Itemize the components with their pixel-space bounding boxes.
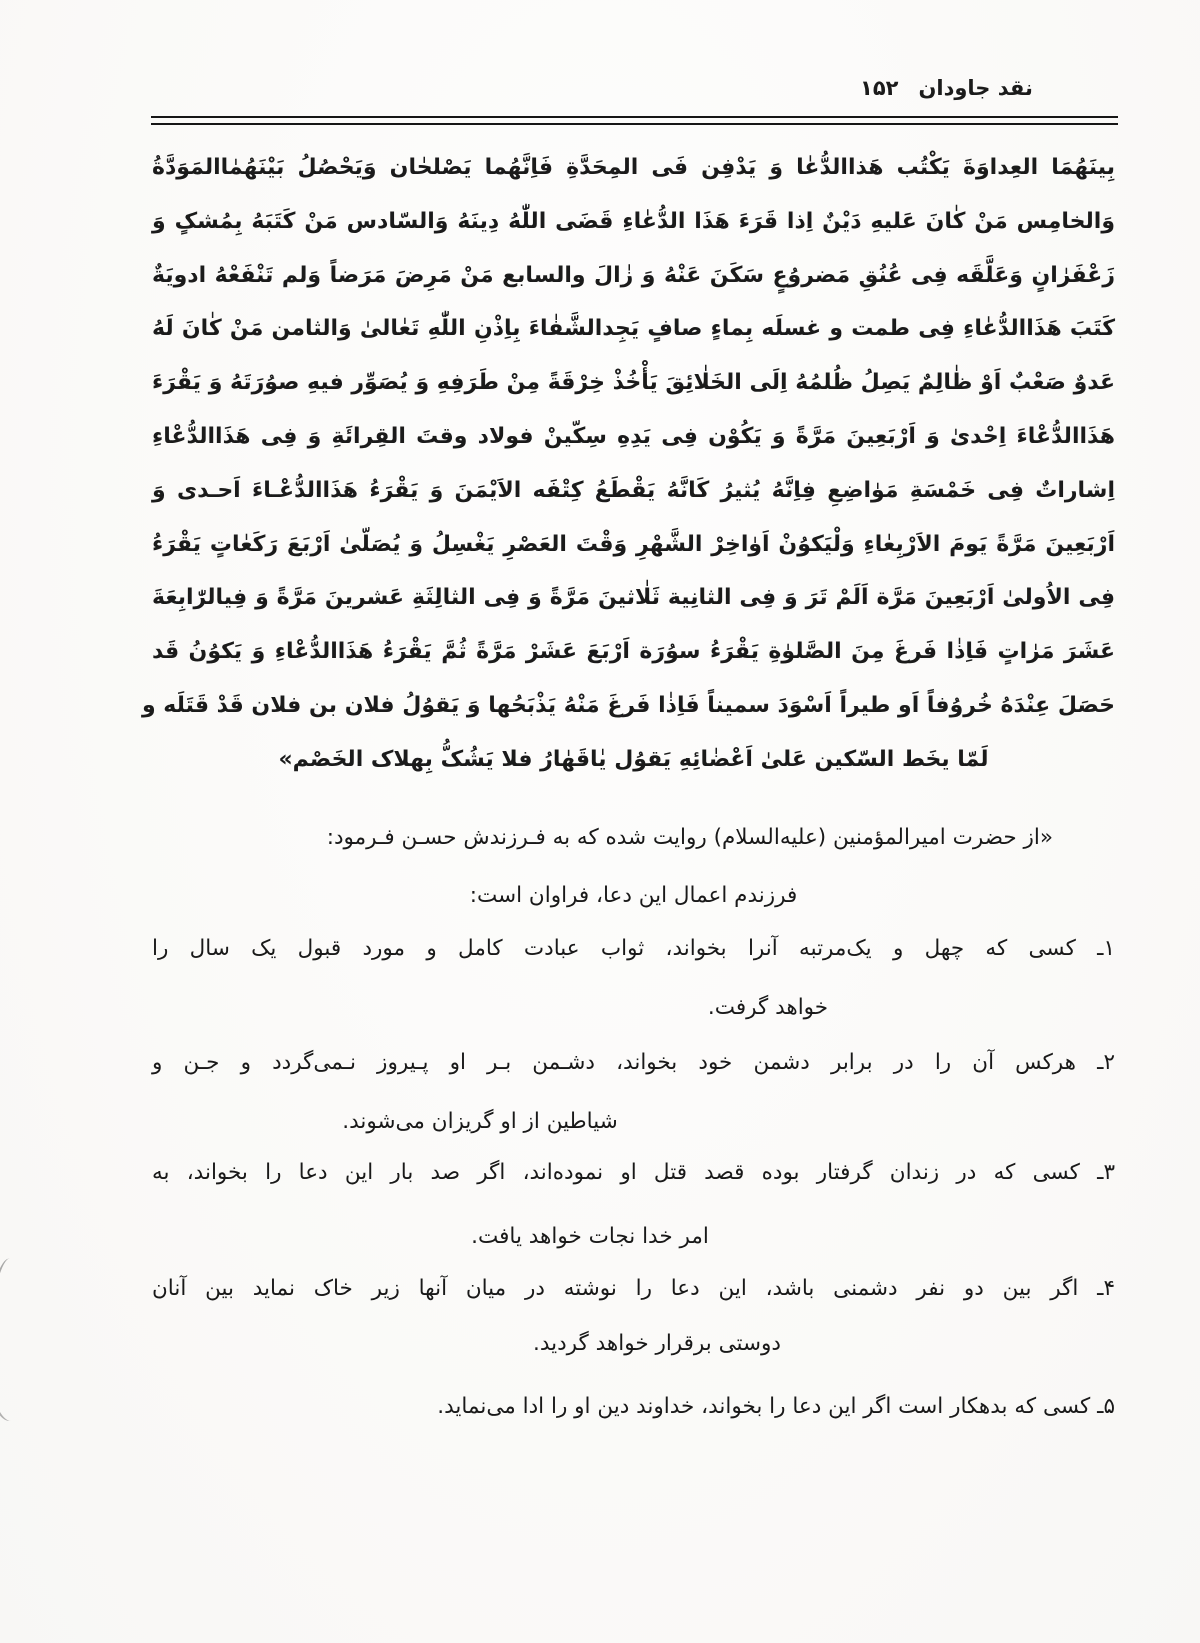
arabic-line: حَصَلَ عِنْدَهُ خُروُفاً اَو طیراً اَسْوَدَ سمیناً فَاِذٰا فَرغَ مَنْهُ یَذْبَحُها وَ یَقوُلُ فلان بن فلان قَدْ قَتَلَه و (141, 692, 1115, 718)
arabic-line: فِی الاُولیٰ اَرْبَعِینَ مَرَّة اَلَمْ تَرَ وَ فِی الثانِیة ثَلٰاثینَ مَرَّةً وَ فِی الثالِثَةِ عَشرینَ مَرَّةً وَ فِیالرّٰابِعَةَ (152, 585, 1115, 611)
list-item-3-text: ۳ـ کسی که در زندان گرفتار بوده قصد قتل او نموده‌اند، اگر صد بار این دعا را بخواند، به (152, 1160, 1115, 1185)
arabic-line: اِشاراتٌ فِی خَمْسَةِ مَوٰاضِعِ فِاِنَّهُ یُثیرُ کَانَّهُ یَقْطَعُ کِتْفَه الاَیْمَنَ وَ یَقْرَءُ هَذَاالدُّعْـاءَ اَحـدی وَ (152, 477, 1115, 503)
list-item-1-text: ۱ـ کسی که چهل و یک‌مرتبه آنرا بخواند، ثواب عبادت کامل و مورد قبول یک سال را (152, 936, 1115, 961)
arabic-line: کَتَبَ هَذَاالدُّعٰاءِ فِی طمت و غسلَه بِماءٍ صافٍ یَجِدالشَّفٰاءَ بِاِذْنِ اللّٰهِ تَعٰالیٰ وَالثامن مَنْ کٰانَ لَهُ (152, 316, 1115, 342)
header-divider (151, 116, 1118, 130)
arabic-line: عَشَرَ مَرٰاتٍ فَاِذٰا فَرغَ مِنَ الصَّلوٰةِ یَقْرَءُ سوُرَة اَرْبَعَ عَشَرْ مَرَّةً ثُمَّ یَقْرَءُ هَذَاالدُّعْاءِ وَ یَکوُنُ قَد (152, 639, 1115, 665)
arabic-prayer-block (141, 141, 1115, 787)
book-title: نقد جاودان (918, 76, 1033, 100)
persian-intro-line: «از حضرت امیرالمؤمنین (علیه‌السلام) روایت شده که به فـرزندش حسـن فـرمود: (326, 825, 1053, 850)
arabic-line: اَرْبَعِینَ مَرَّةً یَومَ الاَرْبِعٰاءِ وَلْیَکوُنْ اَوٰاخِرْ الشَّهْرِ وَقْتَ العَصْرِ یَغْسِلُ وَ یُصَلّیٰ اَرْبَعَ رَکَعٰاتٍ یَقْرَءُ (152, 531, 1115, 557)
arabic-line: زَعْفَرٰانٍ وَعَلَّقَه فِی عُنُقِ مَضروُعٍ سَکَنَ عَنْهُ وَ زٰالَ والسابع مَنْ مَرِضَ مَرَضاً وَلم تَنْفَعْهُ ادویَةٌ (152, 262, 1115, 288)
page-number: ۱۵۲ (860, 76, 899, 100)
list-item-2-continuation: شیاطین از او گریزان می‌شوند. (342, 1109, 618, 1134)
list-item-4-continuation: دوستی برقرار خواهد گردید. (533, 1331, 781, 1356)
arabic-line: بِینَهُمَا العِداوَةَ یَکْتُب هَذاالدُّعٰا وَ یَدْفِن فَی المِحَدَّةِ فَاِنَّهُما یَصْلحٰان وَیَحْصُلُ بَیْنَهُمٰاالمَوَدَّةُ (152, 155, 1115, 180)
arabic-line-closing: لَمّا یخَط السّکین عَلیٰ اَعْضٰائِهِ یَقوُل یٰاقَهٰارُ فلا یَشُکُّ بِهلاک الخَصْم» (278, 746, 989, 772)
list-item-2-text: ۲ـ هرکس آن را در برابر دشمن خود بخواند، دشـمن بـر او پـیروز نـمی‌گردد و جـن و (152, 1050, 1115, 1075)
list-item-4-text: ۴ـ اگر بین دو نفر دشمنی باشد، این دعا را نوشته در میان آنها زیر خاک نماید بین آنان (152, 1276, 1115, 1301)
page-header (860, 70, 1090, 106)
divider-line-bottom (151, 123, 1118, 125)
arabic-line: عَدوٌ صَعْبٌ اَوْ ظٰالِمٌ یَصِلُ ظُلمُهُ اِلَی الخَلٰائِقَ یَأْخُذْ خِرْقَةً مِنْ طَرَفِهِ وَ یُصَوِّر فیهِ صوُرَتَهُ وَ یَقْرَءَ (152, 370, 1115, 396)
arabic-line: هَذَاالدُّعْاءَ اِحْدیٰ وَ اَرْبَعِینَ مَرَّةً وَ یَکُوْن فِی یَدِهِ سِکّینْ فولاد وقتَ القِرائَةِ وَ فِی هَذَاالدُّعْاءِ (152, 423, 1115, 449)
list-item-5-text: ۵ـ کسی که بدهکار است اگر این دعا را بخواند، خداوند دین او را ادا می‌نماید. (437, 1394, 1115, 1419)
scan-artifact (0, 1394, 17, 1424)
list-item-1-continuation: خواهد گرفت. (707, 995, 829, 1020)
persian-intro-line: فرزندم اعمال این دعا، فراوان است: (469, 883, 798, 908)
divider-line-top (151, 116, 1118, 118)
list-item-3-continuation: امر خدا نجات خواهد یافت. (471, 1224, 709, 1249)
scan-artifact (0, 1257, 17, 1306)
arabic-line: وَالخامِس مَنْ کٰانَ عَلیهِ دَیْنٌ اِذا قَرَءَ هَذَا الدُّعٰاءِ قَضَی اللّٰهُ دِینَهُ وَالسّادس مَنْ کَتَبَهُ بِمُشکٍ وَ (152, 208, 1115, 234)
